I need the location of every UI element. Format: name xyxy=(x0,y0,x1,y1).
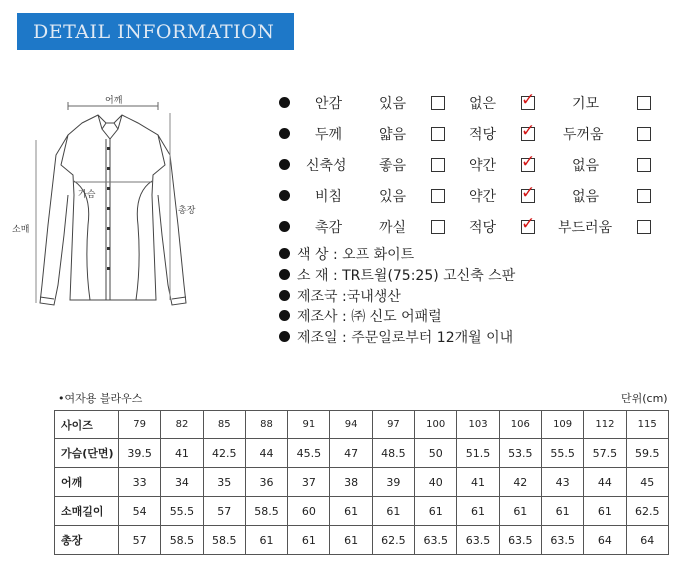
value-cell: 45.5 xyxy=(288,439,330,468)
value-cell: 34 xyxy=(161,468,203,497)
value-cell: 62.5 xyxy=(626,497,668,526)
value-cell: 44 xyxy=(245,439,287,468)
value-cell: 48.5 xyxy=(372,439,414,468)
size-cell: 112 xyxy=(584,411,626,439)
option-label: 기모 xyxy=(572,96,600,112)
value-cell: 61 xyxy=(372,497,414,526)
size-cell: 82 xyxy=(161,411,203,439)
value-cell: 63.5 xyxy=(499,526,541,555)
value-cell: 61 xyxy=(245,526,287,555)
value-cell: 57 xyxy=(203,497,245,526)
value-cell: 41 xyxy=(457,468,499,497)
header-cell: 사이즈 xyxy=(55,411,119,439)
table-unit: 단위(cm) xyxy=(621,392,668,405)
page-title: DETAIL INFORMATION xyxy=(33,21,275,43)
value-cell: 64 xyxy=(626,526,668,555)
bullet-icon xyxy=(279,310,290,321)
value-cell: 58.5 xyxy=(245,497,287,526)
attribute-name: 안감 xyxy=(315,96,343,112)
value-cell: 50 xyxy=(415,439,457,468)
value-cell: 42 xyxy=(499,468,541,497)
info-text: 색 상 : 오프 화이트 xyxy=(297,247,415,263)
value-cell: 61 xyxy=(288,526,330,555)
row-label: 소매길이 xyxy=(55,497,119,526)
value-cell: 58.5 xyxy=(161,526,203,555)
size-cell: 88 xyxy=(245,411,287,439)
value-cell: 61 xyxy=(457,497,499,526)
option-label: 있음 xyxy=(379,189,407,205)
option-label: 적당 xyxy=(469,220,497,236)
check-mark-icon: ✓ xyxy=(521,90,536,110)
option-checkbox[interactable] xyxy=(431,96,445,110)
value-cell: 57 xyxy=(119,526,161,555)
value-cell: 63.5 xyxy=(457,526,499,555)
value-cell: 33 xyxy=(119,468,161,497)
bullet-icon xyxy=(279,159,290,170)
value-cell: 61 xyxy=(330,526,372,555)
value-cell: 61 xyxy=(415,497,457,526)
value-cell: 64 xyxy=(584,526,626,555)
bullet-icon xyxy=(279,128,290,139)
length-label: 총장 xyxy=(178,206,196,216)
info-text: 소 재 : TR트윌(75:25) 고신축 스판 xyxy=(297,268,516,284)
bullet-icon xyxy=(279,221,290,232)
value-cell: 53.5 xyxy=(499,439,541,468)
value-cell: 61 xyxy=(541,497,583,526)
option-checkbox-checked[interactable] xyxy=(521,183,536,203)
value-cell: 55.5 xyxy=(541,439,583,468)
option-label: 없은 xyxy=(469,96,497,112)
check-mark-icon: ✓ xyxy=(521,183,536,203)
value-cell: 47 xyxy=(330,439,372,468)
value-cell: 61 xyxy=(499,497,541,526)
value-cell: 38 xyxy=(330,468,372,497)
size-cell: 97 xyxy=(372,411,414,439)
value-cell: 61 xyxy=(584,497,626,526)
value-cell: 36 xyxy=(245,468,287,497)
table-header-row xyxy=(55,411,669,439)
value-cell: 59.5 xyxy=(626,439,668,468)
value-cell: 63.5 xyxy=(541,526,583,555)
option-label: 적당 xyxy=(469,127,497,143)
option-label: 약간 xyxy=(469,158,497,174)
value-cell: 35 xyxy=(203,468,245,497)
value-cell: 44 xyxy=(584,468,626,497)
option-checkbox-checked[interactable] xyxy=(521,214,536,234)
bullet-icon xyxy=(279,190,290,201)
option-label: 없음 xyxy=(572,189,600,205)
option-checkbox[interactable] xyxy=(431,220,445,234)
size-cell: 79 xyxy=(119,411,161,439)
bullet-icon xyxy=(279,97,290,108)
attribute-name: 두께 xyxy=(315,127,343,143)
size-cell: 91 xyxy=(288,411,330,439)
option-checkbox[interactable] xyxy=(431,158,445,172)
value-cell: 62.5 xyxy=(372,526,414,555)
option-checkbox[interactable] xyxy=(431,127,445,141)
sleeve-label: 소매 xyxy=(12,225,30,235)
option-checkbox[interactable] xyxy=(637,96,651,110)
option-label: 좋음 xyxy=(379,158,407,174)
shoulder-label: 어깨 xyxy=(105,96,123,106)
size-cell: 94 xyxy=(330,411,372,439)
option-checkbox[interactable] xyxy=(431,189,445,203)
value-cell: 58.5 xyxy=(203,526,245,555)
value-cell: 57.5 xyxy=(584,439,626,468)
value-cell: 60 xyxy=(288,497,330,526)
table-row-length xyxy=(55,526,669,555)
option-checkbox-checked[interactable] xyxy=(521,90,536,110)
option-checkbox[interactable] xyxy=(637,158,651,172)
value-cell: 45 xyxy=(626,468,668,497)
info-text: 제조국 :국내생산 xyxy=(297,289,401,305)
value-cell: 43 xyxy=(541,468,583,497)
check-mark-icon: ✓ xyxy=(521,214,536,234)
bullet-icon xyxy=(279,290,290,301)
option-checkbox-checked[interactable] xyxy=(521,121,536,141)
option-checkbox[interactable] xyxy=(637,189,651,203)
info-text: 제조사 : ㈜ 신도 어패럴 xyxy=(297,309,442,325)
option-label: 부드러움 xyxy=(558,220,613,236)
size-cell: 115 xyxy=(626,411,668,439)
option-checkbox-checked[interactable] xyxy=(521,152,536,172)
row-label: 어깨 xyxy=(55,468,119,497)
size-cell: 106 xyxy=(499,411,541,439)
table-caption: •여자용 블라우스 xyxy=(58,392,143,405)
table-row-chest xyxy=(55,439,669,468)
value-cell: 37 xyxy=(288,468,330,497)
size-cell: 109 xyxy=(541,411,583,439)
table-row-sleeve xyxy=(55,497,669,526)
size-cell: 100 xyxy=(415,411,457,439)
attribute-name: 촉감 xyxy=(315,220,343,236)
row-label: 가슴(단면) xyxy=(55,439,119,468)
value-cell: 40 xyxy=(415,468,457,497)
option-label: 있음 xyxy=(379,96,407,112)
bullet-icon xyxy=(279,269,290,280)
value-cell: 61 xyxy=(330,497,372,526)
option-label: 약간 xyxy=(469,189,497,205)
value-cell: 63.5 xyxy=(415,526,457,555)
option-label: 까실 xyxy=(379,220,407,236)
value-cell: 42.5 xyxy=(203,439,245,468)
value-cell: 51.5 xyxy=(457,439,499,468)
value-cell: 41 xyxy=(161,439,203,468)
garment-diagram xyxy=(10,85,210,325)
size-table xyxy=(54,410,669,555)
attribute-name: 비침 xyxy=(315,189,343,205)
row-label: 총장 xyxy=(55,526,119,555)
size-cell: 103 xyxy=(457,411,499,439)
header-banner xyxy=(17,13,294,50)
check-mark-icon: ✓ xyxy=(521,152,536,172)
attribute-name: 신축성 xyxy=(306,158,347,174)
option-checkbox[interactable] xyxy=(637,127,651,141)
size-cell: 85 xyxy=(203,411,245,439)
value-cell: 39 xyxy=(372,468,414,497)
option-label: 없음 xyxy=(572,158,600,174)
bullet-icon xyxy=(279,331,290,342)
table-row-shoulder xyxy=(55,468,669,497)
check-mark-icon: ✓ xyxy=(521,121,536,141)
value-cell: 55.5 xyxy=(161,497,203,526)
option-label: 얇음 xyxy=(379,127,407,143)
chest-label: 가슴 xyxy=(78,190,96,200)
option-label: 두꺼움 xyxy=(563,127,604,143)
bullet-icon xyxy=(279,248,290,259)
value-cell: 54 xyxy=(119,497,161,526)
option-checkbox[interactable] xyxy=(637,220,651,234)
info-text: 제조일 : 주문일로부터 12개월 이내 xyxy=(297,330,514,346)
value-cell: 39.5 xyxy=(119,439,161,468)
